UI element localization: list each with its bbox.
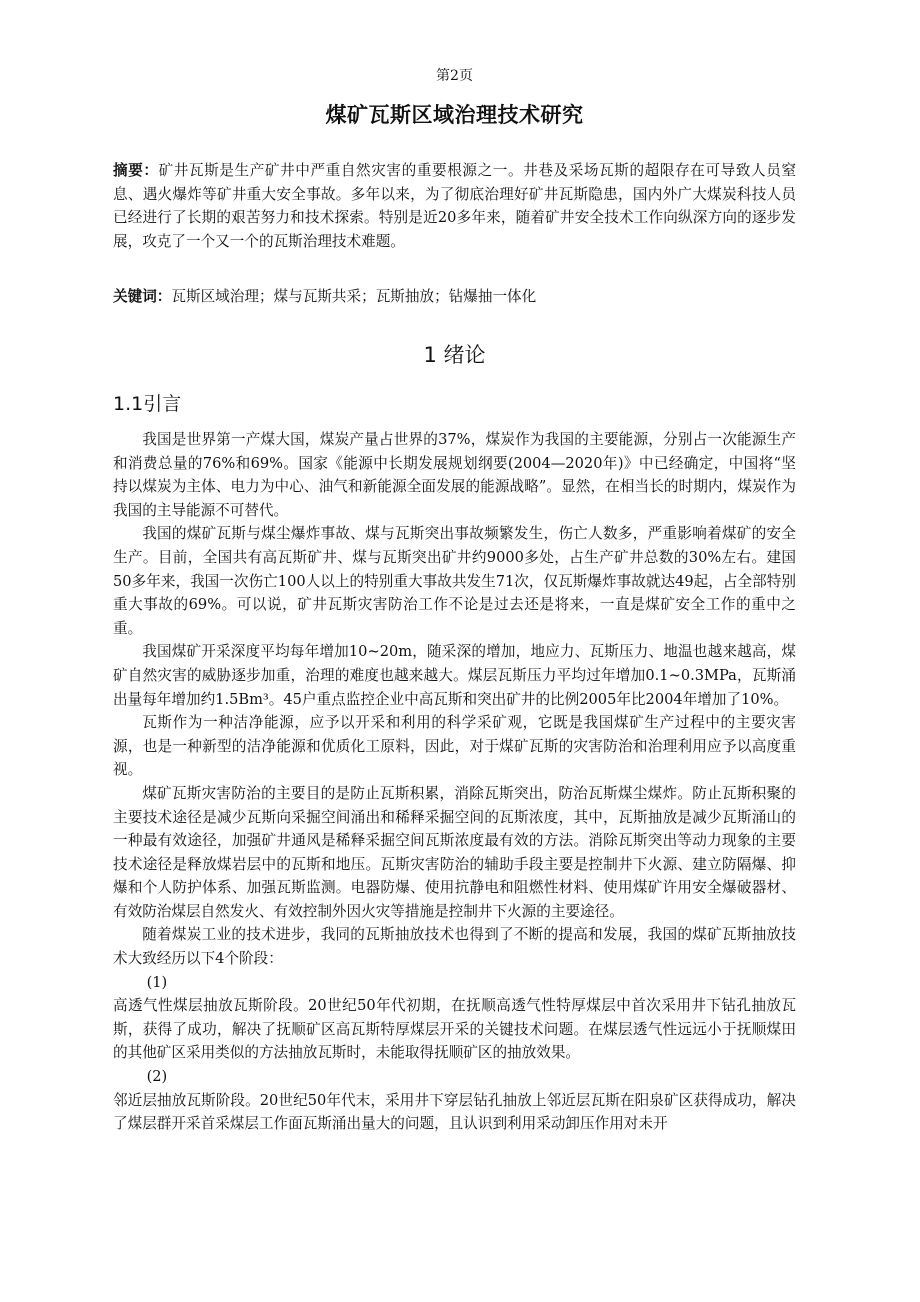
document-title: 煤矿瓦斯区域治理技术研究	[325, 102, 584, 127]
keywords	[113, 285, 796, 308]
section-title: 1.1引言	[113, 393, 182, 415]
paragraph-drainage-history: 随着煤炭工业的技术进步，我同的瓦斯抽放技术也得到了不断的提高和发展，我国的煤矿瓦斯抽放技术大致经历以下4个阶段：	[113, 926, 796, 968]
keywords-label: 关键词：	[113, 288, 172, 305]
stage-1-text: 高透气性煤层抽放瓦斯阶段。20世纪50年代初期，在抚顺高透气性特厚煤层中首次采用井下钻孔抽放瓦斯，获得了成功，解决了抚顺矿区高瓦斯特厚煤层开采的关键技术问题。在煤层透气性远远小于抚顺煤田的其他矿区采用类似的方法抽放瓦斯时，未能取得抚顺矿区的抽放效果。	[113, 997, 796, 1062]
page-number: 第2页	[436, 68, 473, 84]
paragraph-prevention: 煤矿瓦斯灾害防治的主要目的是防止瓦斯积累，消除瓦斯突出，防治瓦斯煤尘煤炸。防止瓦斯积聚的主要技术途径是减少瓦斯向采掘空间涌出和稀释采掘空间的瓦斯浓度，其中，瓦斯抽放是减少瓦斯涌山的一种最有效途径，加强矿井通风是稀释采掘空间瓦斯浓度最有效的方法。消除瓦斯突出等动力现象的主要技术途径是释放煤岩层中的瓦斯和地压。瓦斯灾害防治的辅助手段主要是控制井下火源、建立防隔爆、抑爆和个人防护体系、加强瓦斯监测。电器防爆、使用抗静电和阻燃性材料、使用煤矿许用安全爆破器材、有效防治煤层自然发火、有效控制外因火灾等措施是控制井下火源的主要途径。	[113, 784, 796, 920]
stage-1-number: (1)	[146, 973, 168, 991]
chapter-title: 1 绪论	[423, 343, 486, 367]
paragraph-coal-energy: 我国是世界第一产煤大国，煤炭产量占世界的37%，煤炭作为我国的主要能源，分别占一次能源生产和消费总量的76%和69%。国家《能源中长期发展规划纲要(2004—2020年)》中已经确定，中国将“坚持以煤炭为主体、电力为中心、油气和新能源全面发展的能源战略”。显然，在相当长的时期内，煤炭作为我国的主导能源不可替代。	[113, 431, 796, 519]
stage-2-number: (2)	[146, 1068, 168, 1086]
stage-2-text: 邻近层抽放瓦斯阶段。20世纪50年代末，采用井下穿层钻孔抽放上邻近层瓦斯在阳泉矿区获得成功，解决了煤层群开采首采煤层工作面瓦斯涌出量大的问题，且认识到利用采动卸压作用对未开	[113, 1091, 796, 1133]
paragraph-clean-energy: 瓦斯作为一种洁净能源，应予以开采和利用的科学采矿观，它既是我国煤矿生产过程中的主要灾害源，也是一种新型的洁净能源和优质化工原料，因此，对于煤矿瓦斯的灾害防治和治理利用应予以高度重视。	[113, 714, 796, 779]
paragraph-mining-depth: 我国煤矿开采深度平均每年增加10~20m，随采深的增加，地应力、瓦斯压力、地温也越来越高，煤矿自然灾害的威胁逐步加重，治理的难度也越来越大。煤层瓦斯压力平均过年增加0.1~0.3MPa，瓦斯涌出量每年增加约1.5Bm³。45户重点监控企业中高瓦斯和突出矿井的比例2005年比2004年增加了10%。	[113, 643, 796, 708]
abstract	[113, 159, 796, 253]
abstract-label: 摘要：	[113, 162, 159, 179]
keywords-text: 瓦斯区域治理；煤与瓦斯共采；瓦斯抽放；钻爆抽一体化	[171, 288, 537, 305]
abstract-text: 矿井瓦斯是生产矿井中严重自然灾害的重要根源之一。井巷及采场瓦斯的超限存在可导致人员窒息、遇火爆炸等矿井重大安全事故。多年以来，为了彻底治理好矿井瓦斯隐患，国内外广大煤炭科技人员已经进行了长期的艰苦努力和技术探索。特别是近20多年来，随着矿井安全技术工作向纵深方向的逐步发展，攻克了一个又一个的瓦斯治理技术难题。	[113, 162, 796, 250]
body-text	[113, 428, 796, 1136]
paragraph-accidents: 我国的煤矿瓦斯与煤尘爆炸事故、煤与瓦斯突出事故频繁发生，伤亡人数多，严重影响着煤矿的安全生产。目前，全国共有高瓦斯矿井、煤与瓦斯突出矿井约9000多处，占生产矿井总数的30%左右。建国50多年来，我国一次伤亡100人以上的特别重大事故共发生71次，仅瓦斯爆炸事故就达49起，占全部特别重大事故的69%。可以说，矿井瓦斯灾害防治工作不论是过去还是将来，一直是煤矿安全工作的重中之重。	[113, 525, 796, 637]
